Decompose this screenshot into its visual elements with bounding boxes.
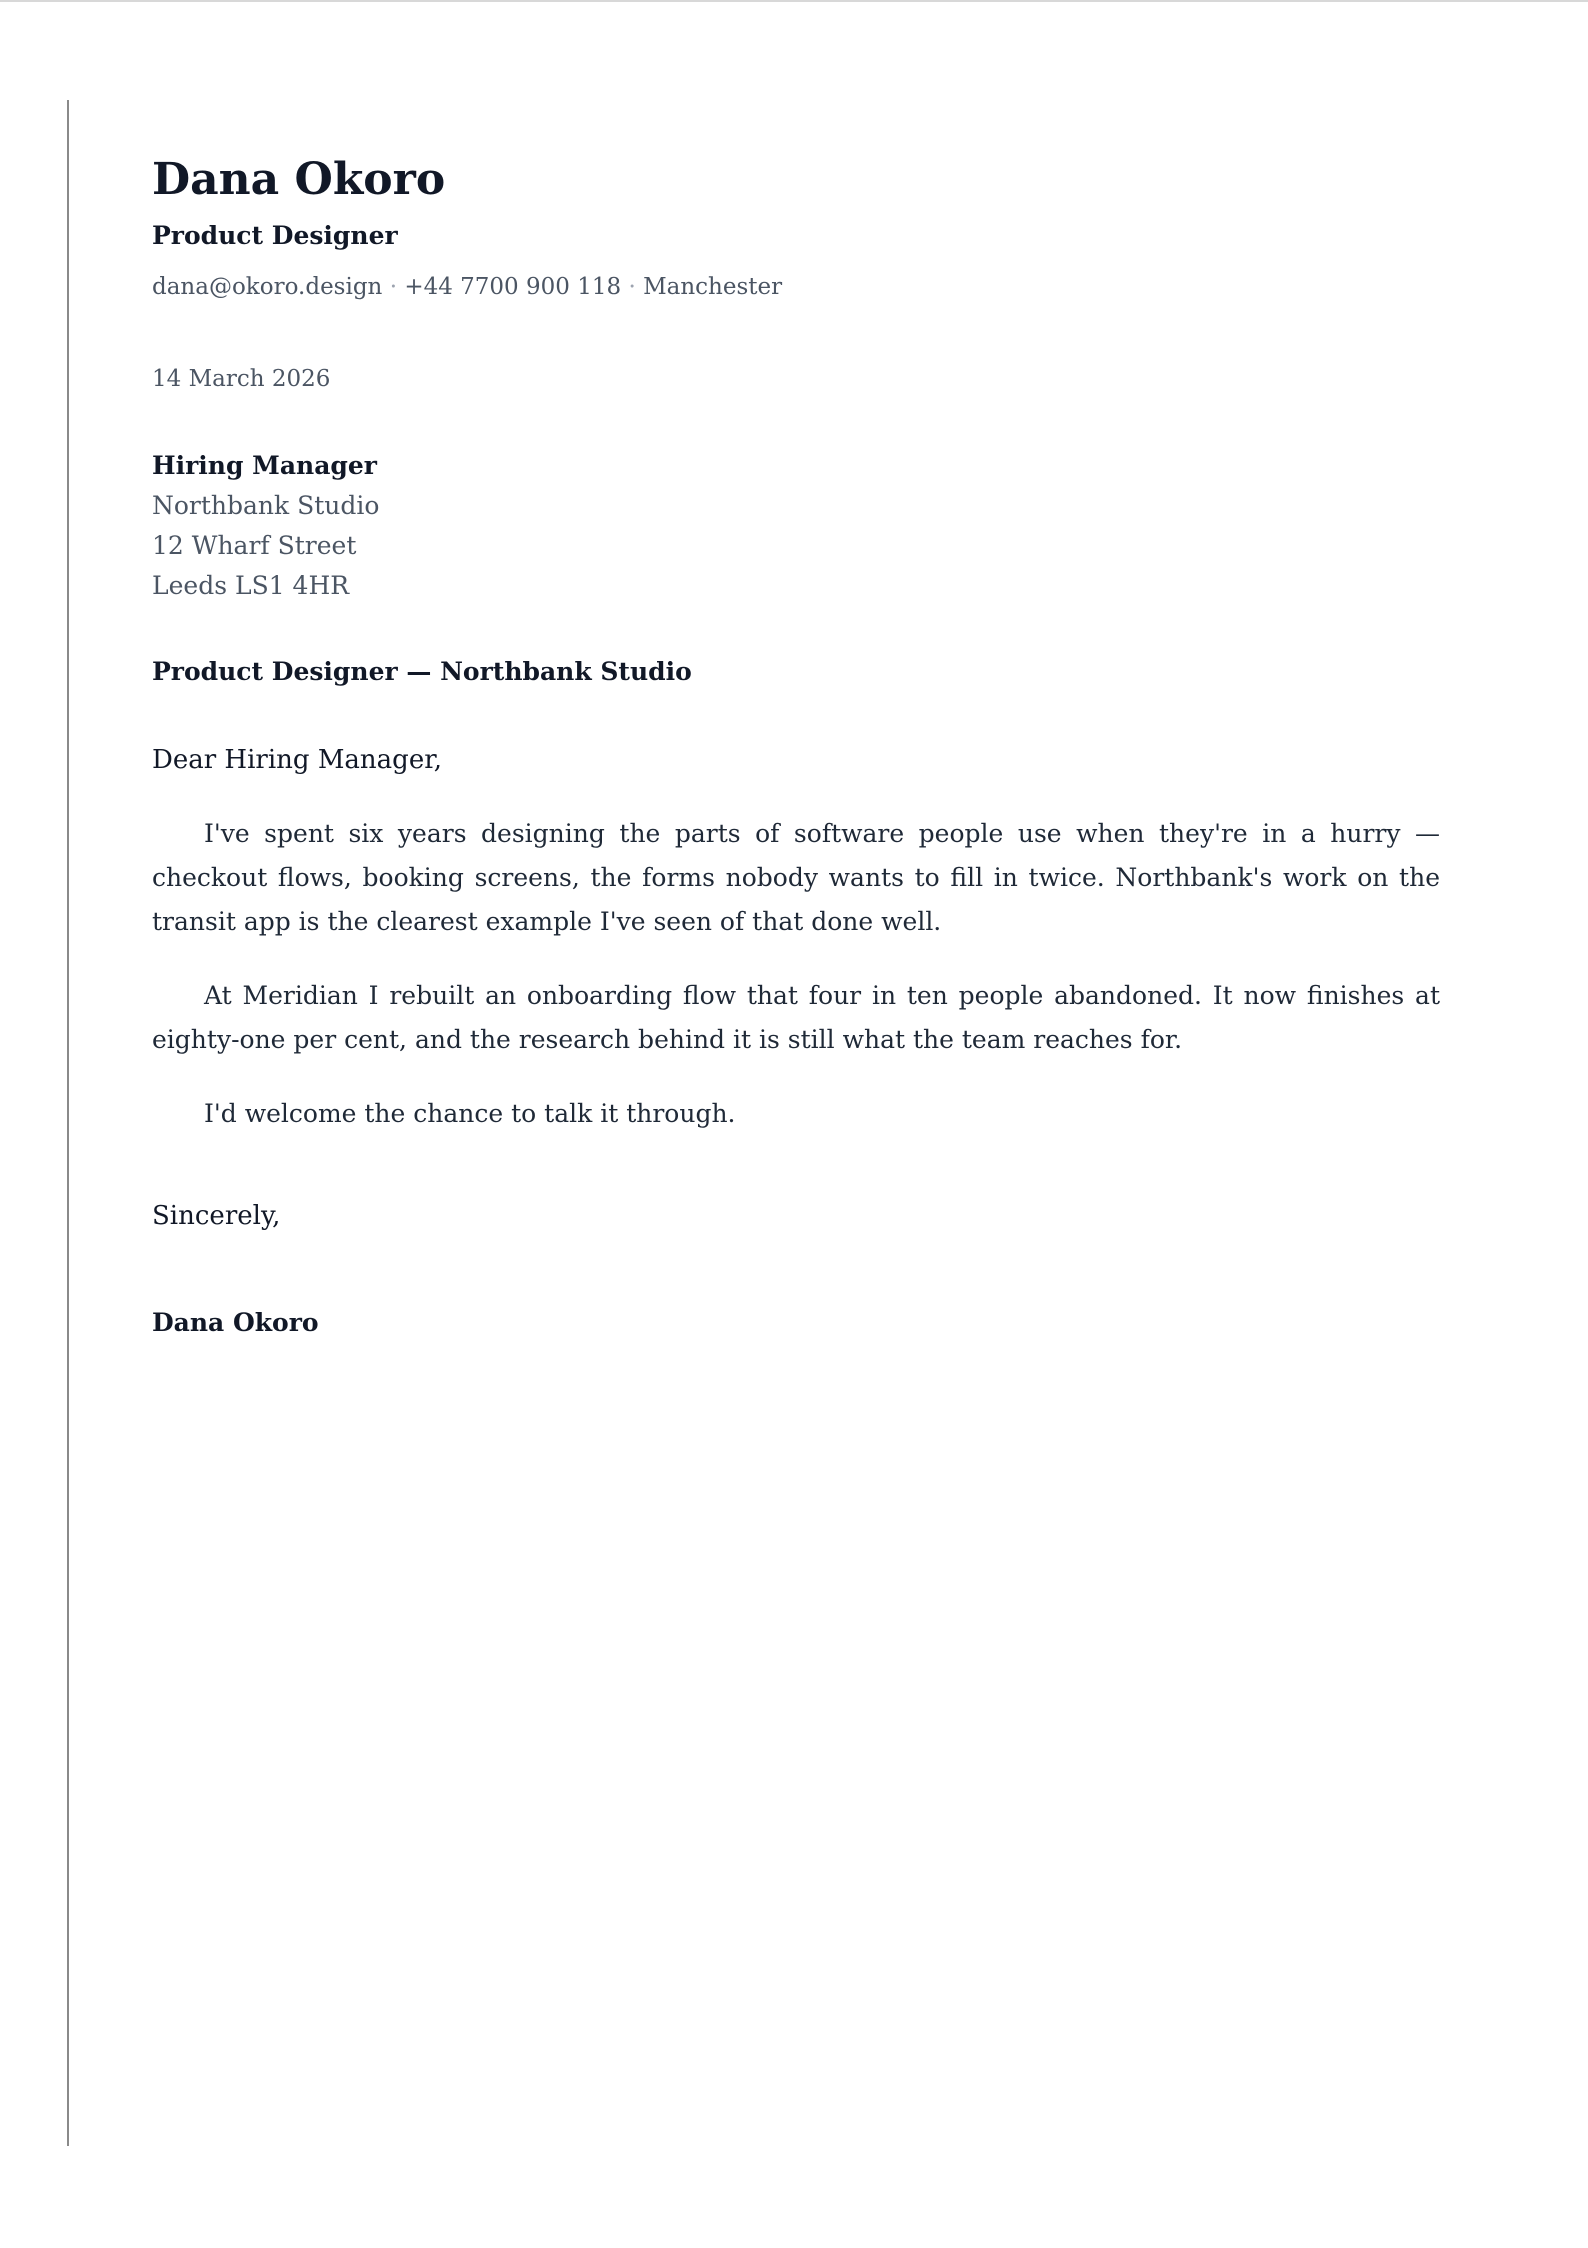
left-margin-rule <box>67 100 69 2146</box>
body-paragraph: I've spent six years designing the parts of software people use when they're in a hurry — checkout flows, booking screens, the forms nobody wants to fill in twice. Northbank's work on the transit app is the clearest example I've seen of that done well. <box>152 819 1440 936</box>
closing: Sincerely, <box>152 1201 281 1231</box>
sender-title: Product Designer <box>152 221 398 250</box>
contact-separator: · <box>389 274 397 300</box>
contact-separator: · <box>628 274 636 300</box>
letter-date: 14 March 2026 <box>152 366 331 392</box>
recipient-company: Northbank Studio <box>152 491 380 520</box>
signature-name: Dana Okoro <box>152 1308 319 1337</box>
body-paragraph: At Meridian I rebuilt an onboarding flow that four in ten people abandoned. It now finishes at eighty-one per cent, and the research behind it is still what the team reaches for. <box>152 981 1440 1054</box>
sender-phone: +44 7700 900 118 <box>404 274 622 300</box>
sender-location: Manchester <box>643 274 783 300</box>
recipient-address <box>152 446 1440 606</box>
recipient-city: Leeds LS1 4HR <box>152 571 350 600</box>
sender-name: Dana Okoro <box>152 154 446 205</box>
recipient-street: 12 Wharf Street <box>152 531 357 560</box>
cover-letter <box>152 148 1440 1343</box>
recipient-name: Hiring Manager <box>152 451 377 480</box>
subject-line: Product Designer — Northbank Studio <box>152 657 692 686</box>
top-border <box>0 0 1588 2</box>
contact-line <box>152 270 1440 304</box>
salutation: Dear Hiring Manager, <box>152 745 443 775</box>
body-paragraph: I'd welcome the chance to talk it through. <box>204 1099 736 1128</box>
sender-email: dana@okoro.design <box>152 274 383 300</box>
